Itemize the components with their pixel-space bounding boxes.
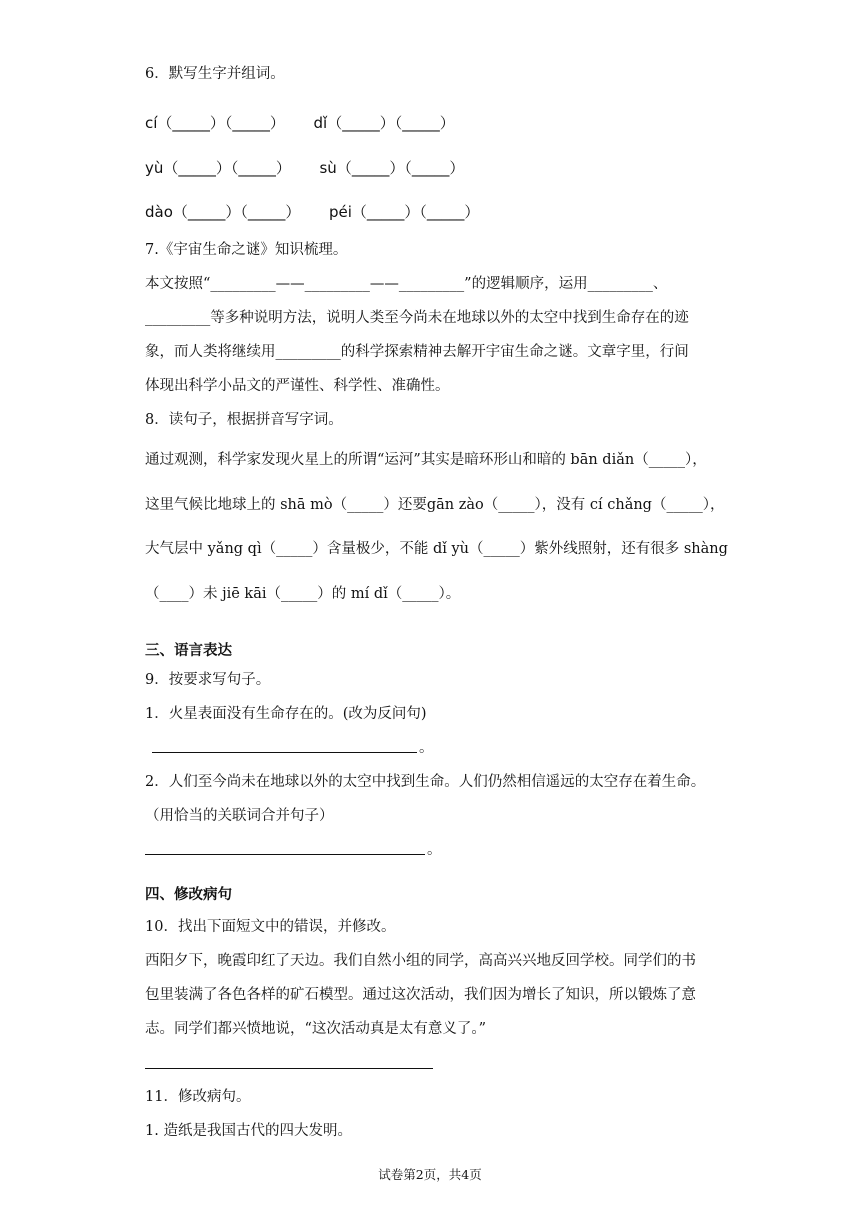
q11-item-1: 1. 造纸是我国古代的四大发明。 bbox=[145, 1123, 352, 1139]
q6-stem: 6．默写生字并组词。 bbox=[145, 66, 285, 82]
q8-line-3: 大气层中 yǎng qì（_____）含量极少，不能 dǐ yù（_____）紫外线照射，还有很多 shàng bbox=[145, 541, 728, 557]
q9-item-1-period: 。 bbox=[419, 740, 434, 756]
q8-line-2: 这里气候比地球上的 shā mò（_____）还要gān zào（_____），没有 cí chǎng（_____）， bbox=[145, 497, 725, 513]
q8-stem: 8．读句子，根据拼音写字词。 bbox=[145, 412, 343, 428]
section-4-heading: 四、修改病句 bbox=[145, 887, 232, 903]
q11-stem: 11．修改病句。 bbox=[145, 1089, 251, 1105]
q10-line-3: 志。同学们都兴愤地说，“这次活动真是太有意义了。” bbox=[145, 1021, 487, 1037]
q7-line-4: 体现出科学小品文的严谨性、科学性、准确性。 bbox=[145, 378, 450, 394]
q9-item-2-period: 。 bbox=[427, 842, 442, 858]
q9-item-1: 1．火星表面没有生命存在的。(改为反问句) bbox=[145, 706, 427, 722]
q9-item-2-line-1: 2．人们至今尚未在地球以外的太空中找到生命。人们仍然相信遥远的太空存在着生命。 bbox=[145, 774, 706, 790]
q10-line-2: 包里装满了各色各样的矿石模型。通过这次活动，我们因为增长了知识，所以锻炼了意 bbox=[145, 987, 696, 1003]
q7-line-3: 象，而人类将继续用_________的科学探索精神去解开宇宙生命之谜。文章字里，行间 bbox=[145, 344, 689, 360]
q10-answer-line bbox=[145, 1068, 433, 1069]
q6-row-2: yù（_____）（_____） sù（_____）（_____） bbox=[145, 159, 465, 177]
q7-stem: 7.《宇宙生命之谜》知识梳理。 bbox=[145, 242, 348, 258]
q9-item-1-answer-line bbox=[152, 752, 417, 753]
q6-row-3: dào（_____）（_____） péi（_____）（_____） bbox=[145, 203, 480, 221]
q9-item-2-line-2: （用恰当的关联词合并句子） bbox=[145, 808, 334, 824]
q8-line-1: 通过观测，科学家发现火星上的所谓“运河”其实是暗环形山和暗的 bān diǎn（_____）， bbox=[145, 452, 707, 468]
q7-line-2: _________等多种说明方法，说明人类至今尚未在地球以外的太空中找到生命存在的迹 bbox=[145, 310, 689, 326]
page-footer: 试卷第2页，共4页 bbox=[378, 1167, 482, 1182]
q10-line-1: 西阳夕下，晚霞印红了天边。我们自然小组的同学，高高兴兴地反回学校。同学们的书 bbox=[145, 953, 696, 969]
section-3-heading: 三、语言表达 bbox=[145, 643, 232, 659]
q7-line-1: 本文按照“_________——_________——_________”的逻辑顺序，运用_________、 bbox=[145, 276, 668, 292]
q9-item-2-answer-line bbox=[145, 854, 425, 855]
q10-stem: 10．找出下面短文中的错误，并修改。 bbox=[145, 919, 396, 935]
q6-row-1: cí（_____）（_____） dǐ（_____）（_____） bbox=[145, 114, 455, 132]
q9-stem: 9．按要求写句子。 bbox=[145, 672, 271, 688]
q8-line-4: （____）未 jiē kāi（_____）的 mí dǐ（_____）。 bbox=[145, 586, 461, 602]
